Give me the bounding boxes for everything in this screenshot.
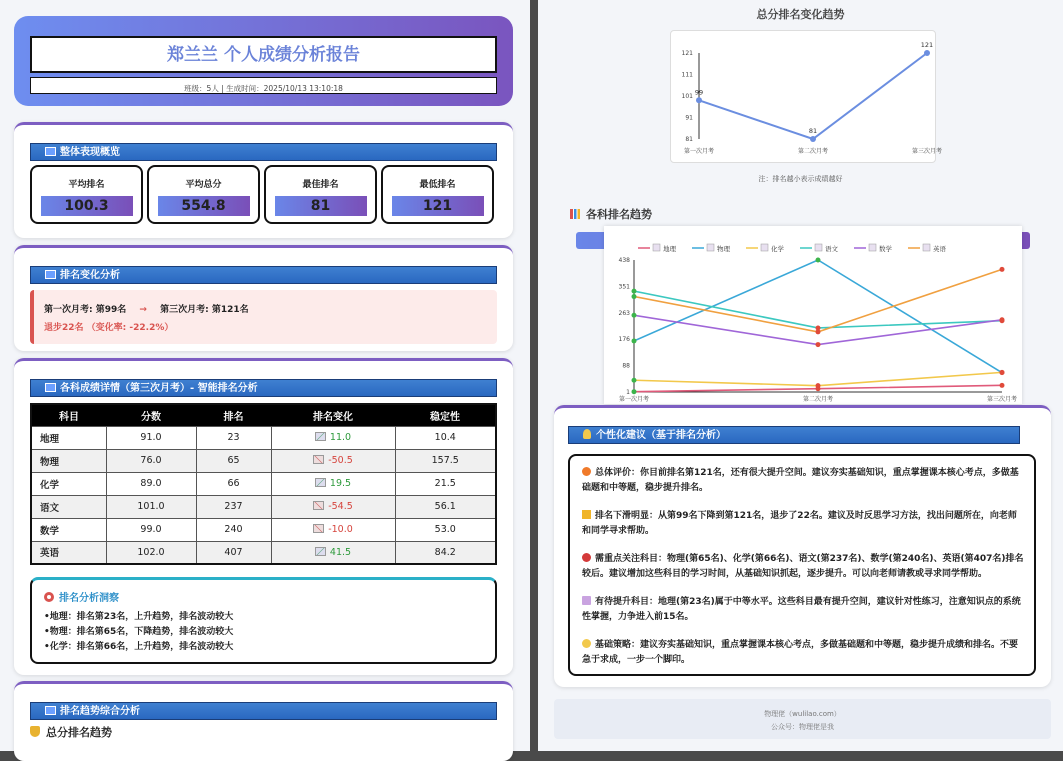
advice-item [582, 552, 1024, 582]
y-tick-label: 351 [618, 283, 630, 291]
stat-worst-rank [381, 165, 494, 224]
footer-account: 公众号：物理佬是我 [771, 723, 834, 731]
legend-label: 语文 [825, 245, 838, 253]
stat-value: 554.8 [158, 196, 250, 216]
cell-subject: 数学 [31, 518, 106, 541]
series-line-物理 [634, 260, 1002, 373]
cell-change [271, 426, 395, 449]
cell-stability: 53.0 [395, 518, 496, 541]
y-tick-label: 121 [681, 50, 693, 57]
overview-title: 整体表现概览 [60, 147, 120, 158]
total-chart-title: 总分排名变化趋势 [756, 8, 845, 21]
y-tick-label: 1 [626, 389, 630, 396]
change-value: -10.0 [328, 524, 353, 535]
y-tick-label: 263 [618, 309, 630, 317]
insight-item: •物理：排名第65名，下降趋势，排名波动较大 [44, 627, 234, 637]
advice-text: 总体评价：你目前排名第121名，还有很大提升空间。建议夯实基础知识，重点掌握课本核心考点，多做基础题和中等题，稳步提升排名。 [582, 468, 1019, 493]
subjects-header [30, 379, 497, 397]
subjects-table [30, 403, 497, 565]
insight-title: 排名分析洞察 [59, 593, 119, 604]
target-icon [44, 592, 54, 602]
trend-icon [45, 706, 56, 715]
chart-icon [45, 147, 56, 156]
advice-text: 有待提升科目：地理(第23名)属于中等水平。这些科目最有提升空间，建议针对性练习，注意知识点的系统性掌握，力争进入前15名。 [582, 597, 1021, 622]
cell-rank: 237 [196, 495, 271, 518]
report-page-right [538, 0, 1063, 751]
insight-header [44, 589, 495, 604]
data-label: 99 [694, 88, 704, 97]
bulb-icon [583, 429, 591, 439]
y-tick-label: 88 [622, 362, 630, 370]
table-row [31, 426, 496, 449]
legend-label: 英语 [933, 245, 946, 253]
cell-score: 91.0 [106, 426, 196, 449]
data-point [632, 378, 637, 383]
data-point [632, 294, 637, 299]
legend-icon [761, 244, 768, 251]
data-point [632, 313, 637, 318]
bar-chart-icon [570, 209, 580, 219]
cell-rank: 407 [196, 541, 271, 564]
stat-avg-rank [30, 165, 143, 224]
stat-avg-score [147, 165, 260, 224]
data-point [632, 389, 637, 394]
cell-score: 99.0 [106, 518, 196, 541]
legend-icon [869, 244, 876, 251]
cell-subject: 化学 [31, 472, 106, 495]
cell-stability: 84.2 [395, 541, 496, 564]
stat-label: 最低排名 [419, 180, 456, 190]
data-point [696, 97, 702, 103]
data-point [1000, 383, 1005, 388]
series-line-语文 [634, 291, 1002, 328]
data-point [816, 329, 821, 334]
stat-label: 平均总分 [185, 180, 222, 190]
insight-item: •化学：排名第66名，上升趋势，排名波动较大 [44, 642, 234, 652]
trend-down-icon [313, 455, 324, 464]
cell-subject: 物理 [31, 449, 106, 472]
data-point [1000, 317, 1005, 322]
cell-subject: 地理 [31, 426, 106, 449]
change-value: 41.5 [329, 546, 352, 558]
arrow-right-icon: → [139, 305, 147, 315]
overview-card [14, 122, 513, 238]
table-row [31, 518, 496, 541]
legend-label: 地理 [663, 245, 676, 253]
data-point [632, 338, 637, 343]
stat-value: 81 [275, 196, 367, 216]
report-header [14, 16, 513, 106]
rank-change-title: 排名变化分析 [60, 270, 120, 281]
trend-icon [45, 270, 56, 279]
cell-change [271, 495, 395, 518]
legend-label: 物理 [717, 245, 730, 253]
cell-rank: 66 [196, 472, 271, 495]
col-header: 稳定性 [395, 404, 496, 426]
cell-stability: 21.5 [395, 472, 496, 495]
data-point [810, 136, 816, 142]
header-meta: 班级：5人 | 生成时间：2025/10/13 13:10:18 [184, 84, 343, 93]
x-tick-label: 第三次月考 [986, 396, 1018, 403]
header-meta-box [30, 77, 497, 94]
cell-change [271, 541, 395, 564]
col-header: 排名 [196, 404, 271, 426]
trend-card [14, 681, 513, 761]
stat-value: 121 [392, 196, 484, 216]
total-rank-chart [671, 31, 943, 164]
advice-card [554, 405, 1051, 687]
trend-title: 排名趋势综合分析 [60, 706, 140, 717]
cell-score: 101.0 [106, 495, 196, 518]
bulb-icon [582, 639, 591, 648]
rank-change-box [30, 290, 497, 344]
advice-item [582, 509, 1024, 539]
rank-change-card [14, 245, 513, 351]
cell-score: 76.0 [106, 449, 196, 472]
red-circle-icon [582, 553, 591, 562]
subject-chart-frame [604, 226, 1022, 404]
advice-text: 排名下滑明显：从第99名下降到第121名，退步了22名。建议及时反思学习方法，找出问题所在，向老师和同学寻求帮助。 [582, 511, 1017, 536]
total-trend-heading [30, 724, 112, 740]
rank-change-summary: 退步22名 （变化率: -22.2%） [44, 323, 174, 333]
y-tick-label: 438 [618, 257, 630, 264]
book-icon [582, 596, 591, 605]
col-header: 科目 [31, 404, 106, 426]
advice-item [582, 638, 1024, 668]
change-value: 19.5 [329, 478, 352, 489]
stat-value: 100.3 [41, 196, 133, 216]
legend-label: 化学 [771, 245, 784, 253]
data-point [816, 342, 821, 347]
rank-change-line [44, 302, 497, 315]
stat-best-rank [264, 165, 377, 224]
legend-icon [815, 244, 822, 251]
book-icon [45, 383, 56, 392]
rank-to: 第三次月考: 第121名 [160, 305, 249, 315]
subjects-card [14, 358, 513, 675]
advice-item [582, 466, 1024, 496]
y-tick-label: 176 [618, 336, 630, 344]
data-point [816, 258, 821, 263]
change-value: -50.5 [328, 455, 353, 466]
stat-label: 最佳排名 [302, 180, 339, 190]
report-page-left [0, 0, 530, 751]
y-tick-label: 81 [685, 136, 693, 143]
cell-subject: 语文 [31, 495, 106, 518]
subject-trend-title: 各科排名趋势 [586, 208, 652, 221]
trend-header [30, 702, 497, 720]
cell-score: 102.0 [106, 541, 196, 564]
data-point [816, 383, 821, 388]
table-row [31, 495, 496, 518]
data-point [924, 50, 930, 56]
subject-rank-chart [604, 226, 1022, 404]
cell-change [271, 518, 395, 541]
total-chart-frame [670, 30, 943, 163]
insight-box [30, 577, 497, 664]
x-tick-label: 第三次月考 [911, 148, 943, 155]
data-label: 81 [808, 127, 818, 135]
col-header: 分数 [106, 404, 196, 426]
data-point [1000, 267, 1005, 272]
trend-up-icon [315, 478, 326, 487]
y-tick-label: 111 [681, 71, 693, 79]
advice-title: 个性化建议（基于排名分析） [596, 430, 726, 441]
overview-header [30, 143, 497, 161]
cell-rank: 23 [196, 426, 271, 449]
table-row [31, 472, 496, 495]
trend-down-icon [313, 501, 324, 510]
col-header: 排名变化 [271, 404, 395, 426]
footer [554, 699, 1051, 739]
subjects-title: 各科成绩详情（第三次月考）- 智能排名分析 [60, 383, 258, 394]
legend-icon [707, 244, 714, 251]
change-value: 11.0 [329, 432, 352, 443]
change-value: -54.5 [328, 501, 353, 512]
cell-change [271, 472, 395, 495]
trend-down-icon [313, 524, 324, 533]
advice-header [568, 426, 1020, 444]
legend-icon [923, 244, 930, 251]
fire-icon [582, 467, 591, 476]
table-row [31, 541, 496, 564]
stat-label: 平均排名 [68, 180, 105, 190]
data-point [1000, 370, 1005, 375]
cell-score: 89.0 [106, 472, 196, 495]
data-point [632, 289, 637, 294]
cell-stability: 157.5 [395, 449, 496, 472]
subject-trend-heading [570, 206, 652, 222]
advice-text: 基础策略：建议夯实基础知识，重点掌握课本核心考点，多做基础题和中等题，稳步提升成绩和排名。不要急于求成，一步一个脚印。 [582, 640, 1019, 665]
chart-note: 注：排名越小表示成绩越好 [758, 175, 843, 183]
advice-item [582, 595, 1024, 625]
header-title-box [30, 36, 497, 73]
legend-label: 数学 [879, 245, 892, 253]
trend-up-icon [315, 432, 326, 441]
advice-text: 需重点关注科目：物理(第65名)、化学(第66名)、语文(第237名)、数学(第240名)、英语(第407名)排名较后。建议增加这些科目的学习时间，从基础知识抓起，逐步提升。可以向老师请教或寻求同学帮助。 [582, 554, 1024, 579]
advice-box [568, 454, 1036, 676]
x-tick-label: 第一次月考 [683, 148, 715, 155]
x-tick-label: 第一次月考 [618, 396, 650, 403]
cell-rank: 240 [196, 518, 271, 541]
insight-item: •地理：排名第23名，上升趋势，排名波动较大 [44, 612, 234, 622]
data-label: 121 [920, 41, 934, 49]
trend-up-icon [315, 547, 326, 556]
y-tick-label: 101 [681, 93, 693, 100]
trophy-icon [30, 726, 40, 737]
y-tick-label: 91 [685, 114, 693, 122]
x-tick-label: 第二次月考 [802, 396, 834, 403]
cell-subject: 英语 [31, 541, 106, 564]
cell-stability: 10.4 [395, 426, 496, 449]
warning-icon [582, 510, 591, 519]
cell-rank: 65 [196, 449, 271, 472]
cell-change [271, 449, 395, 472]
table-row [31, 449, 496, 472]
footer-site: 物理佬（wulilao.com） [764, 710, 841, 718]
rank-change-header [30, 266, 497, 284]
rank-from: 第一次月考: 第99名 [44, 305, 127, 315]
legend-icon [653, 244, 660, 251]
page-title: 郑兰兰 个人成绩分析报告 [167, 45, 360, 65]
x-tick-label: 第二次月考 [797, 148, 829, 155]
cell-stability: 56.1 [395, 495, 496, 518]
total-trend-title: 总分排名趋势 [46, 726, 112, 739]
